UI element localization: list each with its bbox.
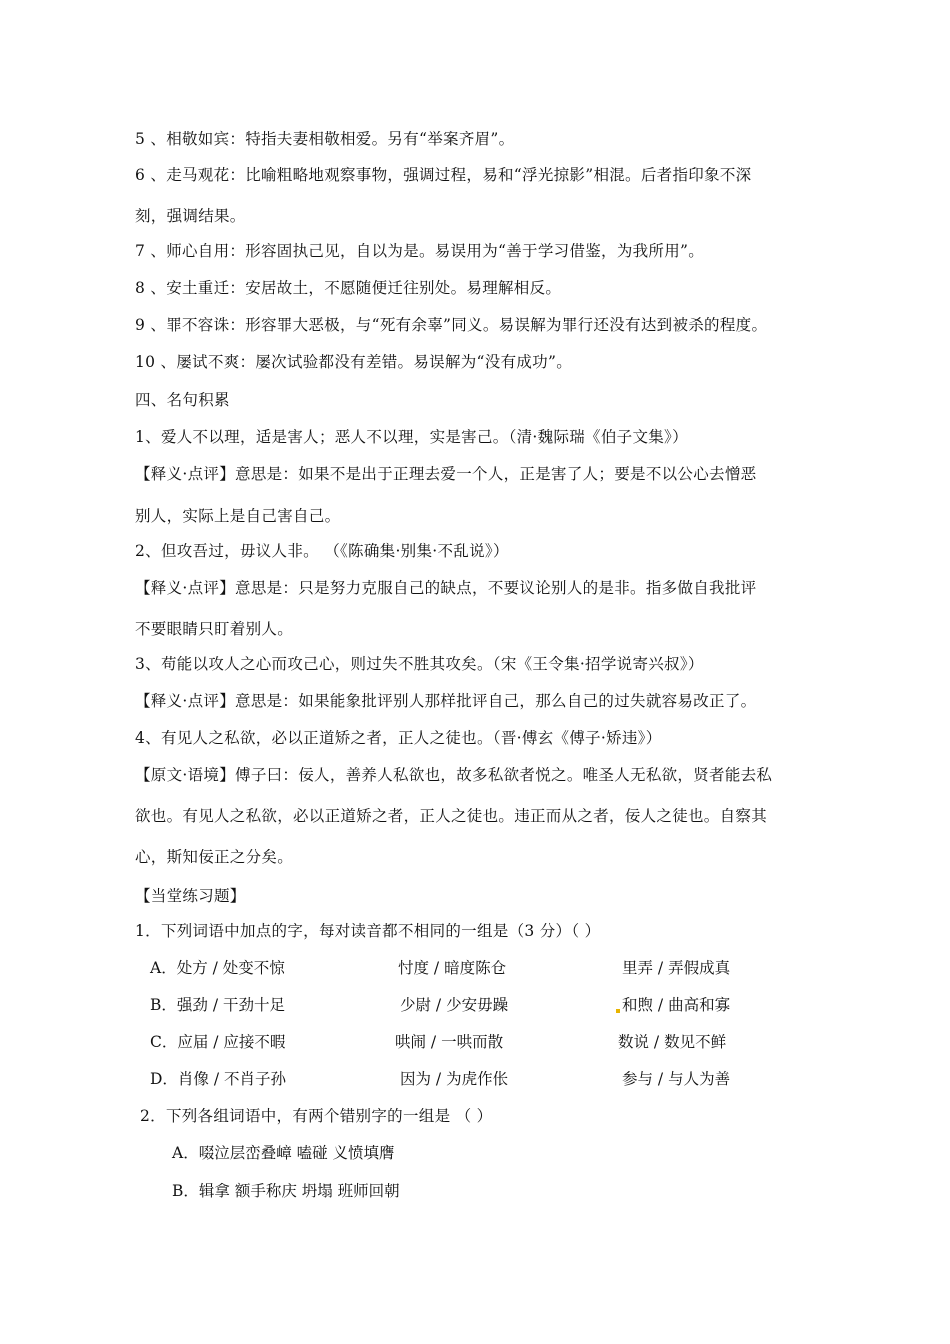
q1-option-c-3: 数说 / 数见不鲜 bbox=[618, 1033, 727, 1051]
q1-option-d-3: 参与 / 与人为善 bbox=[622, 1070, 731, 1088]
idiom-6: 6 、走马观花：比喻粗略地观察事物，强调过程，易和“浮光掠影”相混。后者指印象不深 bbox=[135, 166, 752, 184]
q1-option-a-1: A．处方 / 处变不惊 bbox=[150, 959, 285, 977]
q1-option-b-2: 少尉 / 少安毋躁 bbox=[400, 996, 509, 1014]
q1-option-d-2: 因为 / 为虎作伥 bbox=[400, 1070, 509, 1088]
quote-1: 1、爱人不以理，适是害人；恶人不以理，实是害己。（清·魏际瑞《伯子文集》） bbox=[135, 428, 688, 446]
quote-2-explanation-continued: 不要眼睛只盯着别人。 bbox=[135, 620, 294, 638]
quote-1-explanation-continued: 别人，实际上是自己害自己。 bbox=[135, 507, 341, 525]
quote-2-explanation: 【释义·点评】意思是：只是努力克服自己的缺点，不要议论别人的是非。指多做自我批评 bbox=[135, 579, 757, 597]
q1-option-b-1: B．强劲 / 干劲十足 bbox=[150, 996, 285, 1014]
highlight-mark bbox=[616, 1009, 620, 1013]
quote-4-context-continued: 欲也。有见人之私欲，必以正道矫之者，正人之徒也。违正而从之者，佞人之徒也。自察其 bbox=[135, 807, 768, 825]
q1-option-a-2: 忖度 / 暗度陈仓 bbox=[398, 959, 507, 977]
idiom-7: 7 、师心自用：形容固执己见，自以为是。易误用为“善于学习借鉴，为我所用”。 bbox=[135, 242, 705, 260]
q1-option-c-1: C．应届 / 应接不暇 bbox=[150, 1033, 286, 1051]
idiom-5: 5 、相敬如宾：特指夫妻相敬相爱。另有“举案齐眉”。 bbox=[135, 130, 515, 148]
q1-option-c-2: 哄闹 / 一哄而散 bbox=[395, 1033, 504, 1051]
idiom-8: 8 、安土重迁：安居故土，不愿随便迁往别处。易理解相反。 bbox=[135, 279, 562, 297]
idiom-6-continued: 刻，强调结果。 bbox=[135, 207, 246, 225]
q2-option-b: B．辑拿 额手称庆 坍塌 班师回朝 bbox=[172, 1182, 400, 1200]
quote-2: 2、但攻吾过，毋议人非。 （《陈确集·别集·不乱说》） bbox=[135, 542, 509, 560]
question-1: 1．下列词语中加点的字，每对读音都不相同的一组是（3 分）（ ） bbox=[135, 922, 601, 940]
quote-4: 4、有见人之私欲，必以正道矫之者，正人之徒也。（晋·傅玄《傅子·矫违》） bbox=[135, 729, 662, 747]
idiom-9: 9 、罪不容诛：形容罪大恶极，与“死有余辜”同义。易误解为罪行还没有达到被杀的程度。 bbox=[135, 316, 768, 334]
q2-option-a: A．啜泣层峦叠嶂 嗑碰 义愤填膺 bbox=[172, 1144, 395, 1162]
quote-1-explanation: 【释义·点评】意思是：如果不是出于正理去爱一个人，正是害了人；要是不以公心去憎恶 bbox=[135, 465, 757, 483]
exercise-heading: 【当堂练习题】 bbox=[135, 887, 246, 905]
quote-4-context-end: 心，斯知佞正之分矣。 bbox=[135, 848, 294, 866]
q1-option-b-3: 和煦 / 曲高和寡 bbox=[616, 994, 730, 1016]
q1-option-d-1: D．肖像 / 不肖子孙 bbox=[150, 1070, 287, 1088]
quote-3: 3、苟能以攻人之心而攻己心，则过失不胜其攻矣。（宋《王令集·招学说寄兴叔》） bbox=[135, 655, 704, 673]
q1-option-a-3: 里弄 / 弄假成真 bbox=[622, 959, 731, 977]
quote-4-context: 【原文·语境】傅子曰：佞人，善养人私欲也，故多私欲者悦之。唯圣人无私欲，贤者能去私 bbox=[135, 766, 773, 784]
question-2: 2．下列各组词语中，有两个错别字的一组是 （ ） bbox=[140, 1107, 493, 1125]
idiom-10: 10 、屡试不爽：屡次试验都没有差错。易误解为“没有成功”。 bbox=[135, 353, 572, 371]
section-heading: 四、名句积累 bbox=[135, 391, 230, 409]
quote-3-explanation: 【释义·点评】意思是：如果能象批评别人那样批评自己，那么自己的过失就容易改正了。 bbox=[135, 692, 757, 710]
